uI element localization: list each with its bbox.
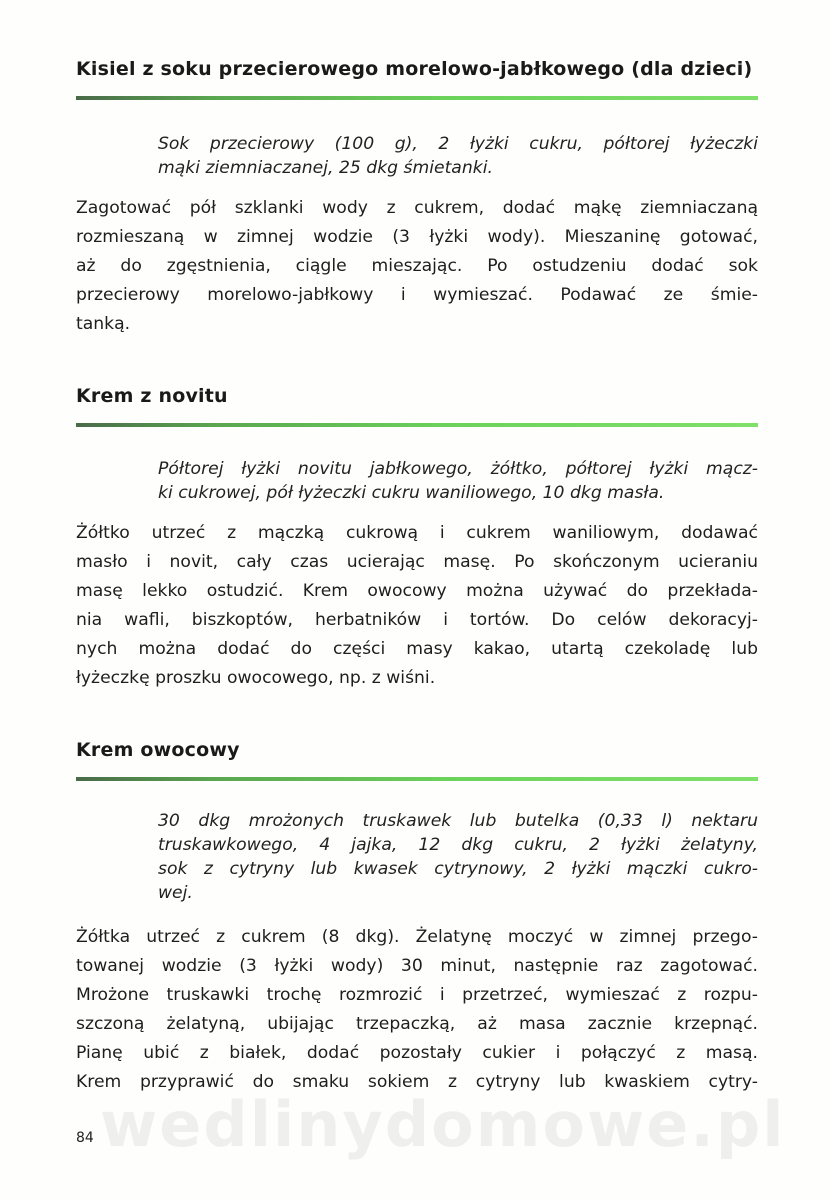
method-text: [76, 923, 758, 1097]
ingredients-list: [158, 132, 758, 180]
method-line: masę lekko ostudzić. Krem owocowy można używać do przekłada-: [76, 581, 758, 601]
method-line: tanką.: [76, 314, 131, 334]
method-line: towanej wodzie (3 łyżki wody) 30 minut, następnie raz zagotować.: [76, 956, 758, 976]
method-line: przecierowy morelowo-jabłkowy i wymieszać. Podawać ze śmie-: [76, 285, 758, 305]
method-line: łyżeczkę proszku owocowego, np. z wiśni.: [76, 668, 436, 688]
ingredients-line: mąki ziemniaczanej, 25 dkg śmietanki.: [158, 158, 493, 178]
method-line: Zagotować pół szklanki wody z cukrem, dodać mąkę ziemniaczaną: [76, 198, 758, 218]
recipe-krem-z-novitu: [76, 385, 758, 693]
method-text: [76, 194, 758, 339]
recipe-kisiel: [76, 58, 758, 339]
ingredients-line: wej.: [158, 883, 193, 903]
ingredients-line: 30 dkg mrożonych truskawek lub butelka (0,33 l) nektaru: [158, 811, 758, 831]
ingredients-list: [158, 457, 758, 505]
ingredients-line: Sok przecierowy (100 g), 2 łyżki cukru, półtorej łyżeczki: [158, 134, 758, 154]
method-text: [76, 519, 758, 693]
section-divider: [76, 96, 758, 100]
method-line: rozmieszaną w zimnej wodzie (3 łyżki wody). Mieszaninę gotować,: [76, 227, 758, 247]
ingredients-line: Półtorej łyżki novitu jabłkowego, żółtko, półtorej łyżki mącz-: [158, 459, 758, 479]
method-line: Krem przyprawić do smaku sokiem z cytryny lub kwaskiem cytry-: [76, 1072, 758, 1092]
recipe-title: Kisiel z soku przecierowego morelowo-jabłkowego (dla dzieci): [76, 58, 753, 80]
recipe-title: Krem owocowy: [76, 739, 240, 761]
method-line: Pianę ubić z białek, dodać pozostały cukier i połączyć z masą.: [76, 1043, 758, 1063]
recipe-krem-owocowy: [76, 739, 758, 1097]
method-line: nia wafli, biszkoptów, herbatników i tortów. Do celów dekoracyj-: [76, 610, 758, 630]
method-line: Żółtka utrzeć z cukrem (8 dkg). Żelatynę moczyć w zimnej przego-: [76, 927, 758, 947]
method-line: aż do zgęstnienia, ciągle mieszając. Po ostudzeniu dodać sok: [76, 256, 758, 276]
page-number: 84: [76, 1130, 94, 1146]
watermark: wedlinydomowe.pl: [100, 1088, 786, 1161]
recipe-title: Krem z novitu: [76, 385, 228, 407]
section-divider: [76, 777, 758, 781]
method-line: szczoną żelatyną, ubijając trzepaczką, aż masa zacznie krzepnąć.: [76, 1014, 758, 1034]
ingredients-list: [158, 809, 758, 905]
section-divider: [76, 423, 758, 427]
ingredients-line: sok z cytryny lub kwasek cytrynowy, 2 łyżki mączki cukro-: [158, 859, 758, 879]
ingredients-line: truskawkowego, 4 jajka, 12 dkg cukru, 2 łyżki żelatyny,: [158, 835, 758, 855]
method-line: nych można dodać do części masy kakao, utartą czekoladę lub: [76, 639, 758, 659]
method-line: Żółtko utrzeć z mączką cukrową i cukrem waniliowym, dodawać: [76, 523, 758, 543]
method-line: masło i novit, cały czas ucierając masę. Po skończonym ucieraniu: [76, 552, 758, 572]
ingredients-line: ki cukrowej, pół łyżeczki cukru waniliowego, 10 dkg masła.: [158, 483, 665, 503]
method-line: Mrożone truskawki trochę rozmrozić i przetrzeć, wymieszać z rozpu-: [76, 985, 758, 1005]
